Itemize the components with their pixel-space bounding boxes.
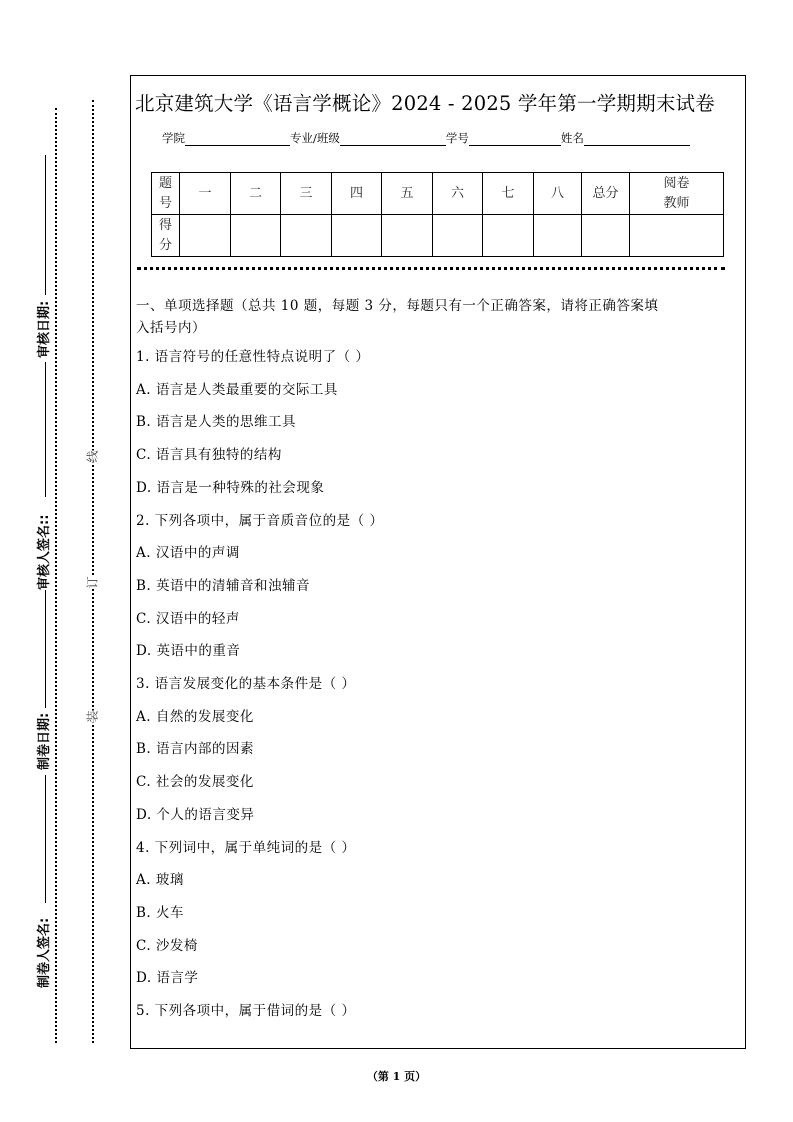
answer-option: C. 沙发椅 [136,937,198,954]
make-date-label: 制卷日期: [37,712,52,770]
score-table [151,172,724,257]
score-cell[interactable] [582,215,630,257]
answer-option: B. 语言内部的因素 [136,741,255,758]
review-date-label: 审核日期: [37,300,52,358]
score-cell[interactable] [180,215,231,257]
answer-option: A. 汉语中的声调 [136,545,240,562]
question-stem: 5. 下列各项中，属于借词的是（ ） [136,1003,356,1019]
header-cell: 八 [534,173,582,215]
teacher-header: 阅卷 教师 [630,173,724,215]
header-cell: 三 [281,173,332,215]
student-id-label: 学号 [445,131,469,145]
question-stem: 2. 下列各项中，属于音质音位的是（ ） [136,512,384,529]
signature-line [45,590,46,708]
binding-char-line: 线 [85,450,100,463]
binding-char-bind: 装 [85,710,100,723]
score-label: 得 分 [152,215,180,257]
name-label: 姓名 [560,131,584,145]
score-cell[interactable] [382,215,433,257]
score-cell[interactable] [534,215,582,257]
answer-option: C. 汉语中的轻声 [136,610,240,627]
binding-char-order: 订 [85,576,100,589]
student-id-field[interactable] [469,131,561,146]
score-cell[interactable] [281,215,332,257]
answer-option: A. 语言是人类最重要的交际工具 [136,381,338,398]
score-cell[interactable] [231,215,281,257]
answer-option: A. 玻璃 [136,872,184,889]
table-row [152,173,724,215]
major-label: 专业/班级 [290,131,340,145]
separator [137,267,725,270]
score-cell[interactable] [483,215,534,257]
score-cell[interactable] [433,215,483,257]
answer-option: D. 个人的语言变异 [136,806,255,823]
table-row [152,215,724,257]
question-number-label: 题 号 [152,173,180,215]
binding-dotted-line [92,100,94,1043]
college-field[interactable] [185,131,290,146]
answer-option: B. 火车 [136,904,185,921]
section-heading: 入括号内） [136,320,206,336]
college-label: 学院 [162,131,185,145]
answer-option: D. 语言是一种特殊的社会现象 [136,479,325,496]
student-info [162,130,690,146]
reviewer-sign-label: 审核人签名:: [37,514,52,590]
question-stem: 1. 语言符号的任意性特点说明了（ ） [136,349,370,365]
header-cell: 总分 [582,173,630,215]
answer-option: D. 英语中的重音 [136,643,241,660]
answer-option: B. 英语中的清辅音和浊辅音 [136,577,311,594]
header-cell: 一 [180,173,231,215]
page-number: （第 1 页） [366,1070,427,1083]
question-stem: 4. 下列词中，属于单纯词的是（ ） [136,839,356,856]
answer-option: C. 语言具有独特的结构 [136,447,282,464]
answer-option: B. 语言是人类的思维工具 [136,414,297,431]
answer-option: D. 语言学 [136,970,199,987]
binding-dotted-line [55,108,57,1043]
header-cell: 四 [332,173,382,215]
score-cell[interactable] [630,215,724,257]
section-heading: 一、单项选择题（总共 10 题，每题 3 分，每题只有一个正确答案，请将正确答案填 [136,298,659,314]
answer-option: C. 社会的发展变化 [136,774,254,791]
answer-option: A. 自然的发展变化 [136,708,254,725]
maker-sign-label: 制卷人签名: [37,917,52,988]
header-cell: 六 [433,173,483,215]
header-cell: 二 [231,173,281,215]
signature-line [45,362,46,497]
signature-line [45,775,46,903]
question-stem: 3. 语言发展变化的基本条件是（ ） [136,676,356,692]
header-cell: 五 [382,173,433,215]
major-field[interactable] [340,131,446,146]
name-field[interactable] [584,131,690,146]
signature-line [45,155,46,295]
page-title: 北京建筑大学《语言学概论》2024 - 2025 学年第一学期期末试卷 [135,92,715,115]
header-cell: 七 [483,173,534,215]
score-cell[interactable] [332,215,382,257]
